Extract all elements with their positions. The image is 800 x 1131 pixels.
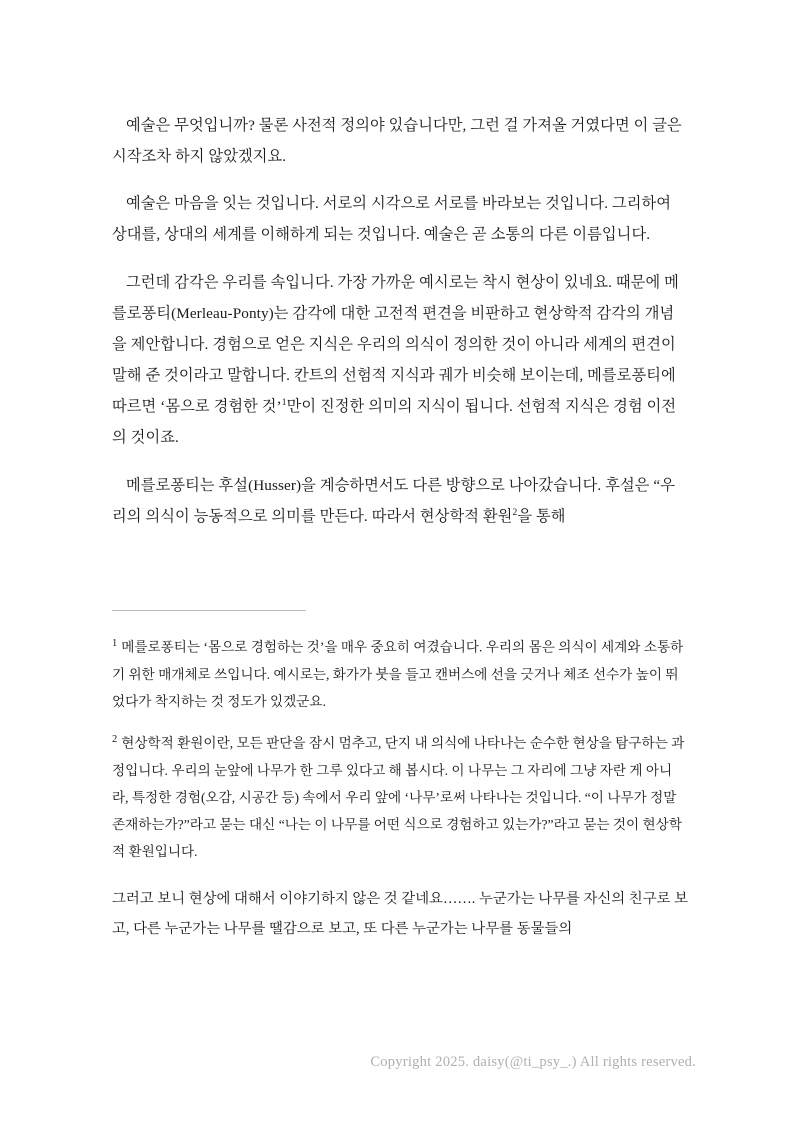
footnote-marker: 2 [112,733,118,745]
footnotes-section [112,633,688,866]
footnote-marker: 1 [112,637,118,649]
body-text [112,110,688,532]
paragraph-3-part2: 만이 진정한 의미의 지식이 됩니다. 선험적 지식은 경험 이전의 것이죠. [112,398,677,447]
paragraph-3-part1: 그런데 감각은 우리를 속입니다. 가장 가까운 예시로는 착시 현상이 있네요. 때문에 메를로퐁티(Merleau-Ponty)는 감각에 대한 고전적 편견을 비판하고 현상학적 감각의 개념을 제안합니다. 경험으로 얻은 지식은 우리의 의식이 정의한 것이 아니라 세계의 편견이 말해 준 것이라고 말합니다. 칸트의 선험적 지식과 궤가 비슷해 보이는데, 메를로퐁티에 따르면 ‘몸으로 경험한 것’ [112,273,679,416]
footnote-text: 현상학적 환원이란, 모든 판단을 잠시 멈추고, 단지 내 의식에 나타나는 순수한 현상을 탐구하는 과정입니다. 우리의 눈앞에 나무가 한 그루 있다고 해 봅시다. 이 나무는 그 자리에 그냥 자란 게 아니라, 특정한 경험(오감, 시공간 등) 속에서 우리 앞에 ‘나무’로써 나타나는 것입니다. “이 나무가 정말 존재하는가?”라고 묻는 대신 “나는 이 나무를 어떤 식으로 경험하고 있는가?”라고 묻는 것이 현상학적 환원입니다. [112,735,685,860]
footnote-ref-2[interactable]: 2 [512,507,518,518]
tail-paragraph: 그러고 보니 현상에 대해서 이야기하지 않은 것 같네요……. 누군가는 나무를 자신의 친구로 보고, 다른 누군가는 나무를 땔감으로 보고, 또 다른 누군가는 나무를 동물들의 [112,891,689,937]
paragraph-1: 예술은 무엇입니까? 물론 사전적 정의야 있습니다만, 그런 걸 가져올 거였다면 이 글은 시작조차 하지 않았겠지요. [112,117,682,166]
footnote-ref-1[interactable]: 1 [281,398,287,409]
tail-section [112,885,688,944]
paragraph-4 [112,470,688,532]
paragraph-3 [112,267,688,454]
paragraph-4-part1: 메를로퐁티는 후설(Husser)을 계승하면서도 다른 방향으로 나아갔습니다. 후설은 “우리의 의식이 능동적으로 의미를 만든다. 따라서 현상학적 환원 [112,476,676,525]
footnote-text: 메를로퐁티는 ‘몸으로 경험하는 것’을 매우 중요히 여겼습니다. 우리의 몸은 의식이 세계와 소통하기 위한 매개체로 쓰입니다. 예시로는, 화가가 붓을 들고 캔버스에 선을 긋거나 체조 선수가 높이 뛰었다가 착지하는 것 정도가 있겠군요. [112,639,684,709]
footnote-item [112,633,688,715]
paragraph-2: 예술은 마음을 잇는 것입니다. 서로의 시각으로 서로를 바라보는 것입니다. 그리하여 상대를, 상대의 세계를 이해하게 되는 것입니다. 예술은 곧 소통의 다른 이름입니다. [112,195,672,244]
footnote-item [112,729,688,865]
copyright-notice: Copyright 2025. daisy(@ti_psy_.) All rights reserved. [370,1054,696,1070]
footnote-separator [112,610,306,611]
paragraph-4-part2: 을 통해 [517,507,566,525]
